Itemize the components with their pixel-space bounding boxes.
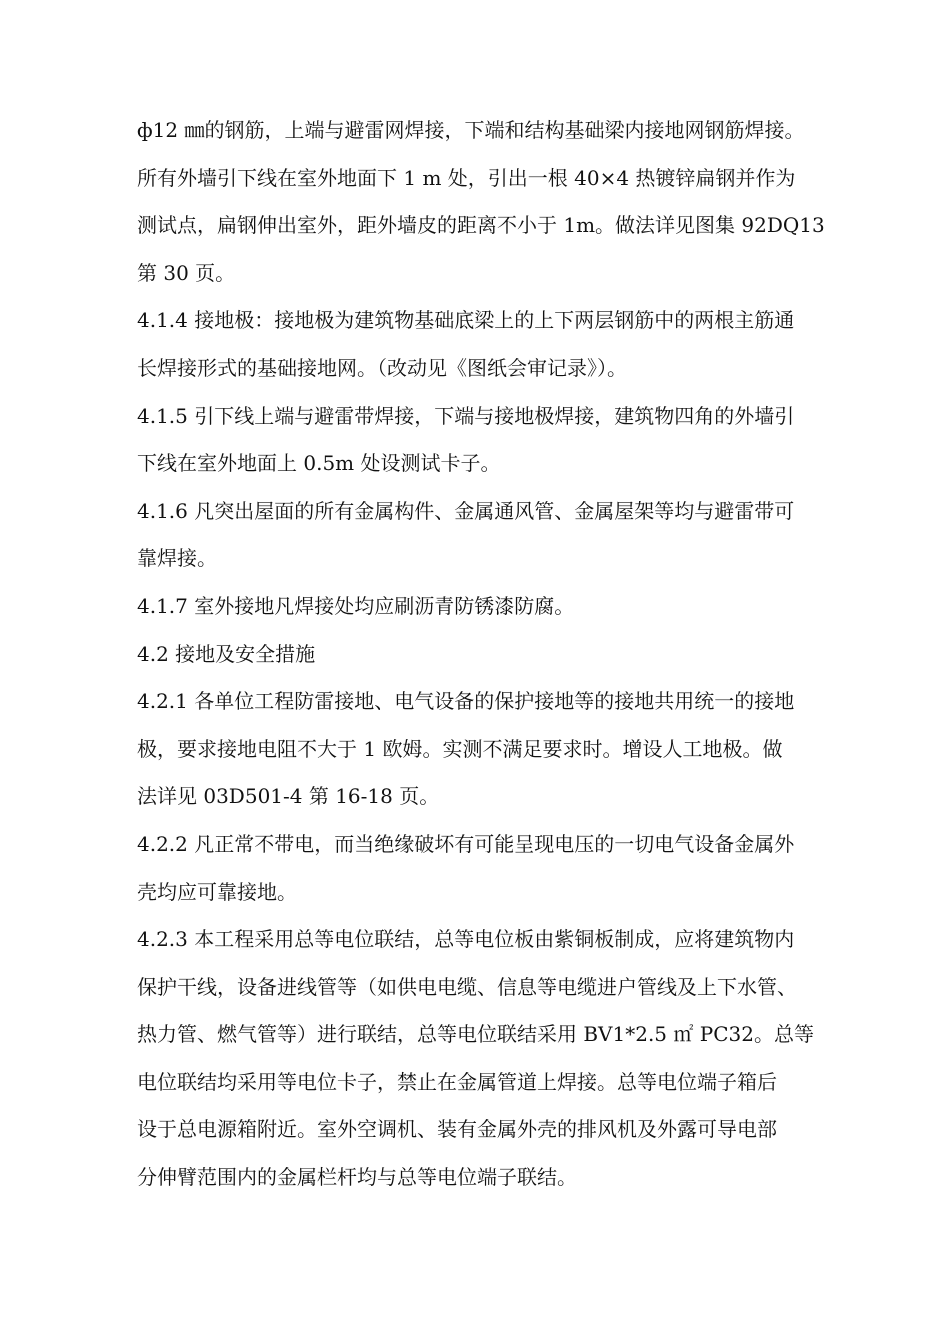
text-line: 热力管、燃气管等）进行联结，总等电位联结采用 BV1*2.5 ㎡ PC32。总等	[137, 1022, 814, 1047]
text-line: 4.2.3 本工程采用总等电位联结，总等电位板由紫铜板制成，应将建筑物内	[137, 927, 795, 952]
text-line: 4.1.5 引下线上端与避雷带焊接，下端与接地极焊接，建筑物四角的外墙引	[137, 403, 795, 428]
text-line: 下线在室外地面上 0.5m 处设测试卡子。	[137, 451, 501, 476]
text-line: 靠焊接。	[137, 546, 217, 571]
text-line: 测试点，扁钢伸出室外，距外墙皮的距离不小于 1m。做法详见图集 92DQ13	[137, 213, 825, 238]
document-body	[137, 107, 857, 1202]
text-line: 法详见 03D501-4 第 16-18 页。	[137, 784, 440, 809]
text-line: 电位联结均采用等电位卡子，禁止在金属管道上焊接。总等电位端子箱后	[137, 1069, 777, 1094]
text-line: 所有外墙引下线在室外地面下 1 m 处，引出一根 40×4 热镀锌扁钢并作为	[137, 165, 796, 190]
text-line: 4.1.7 室外接地凡焊接处均应刷沥青防锈漆防腐。	[137, 593, 575, 618]
text-line: 壳均应可靠接地。	[137, 879, 297, 904]
text-line: 长焊接形式的基础接地网。（改动见《图纸会审记录》）。	[137, 355, 627, 380]
text-line: 4.1.4 接地极：接地极为建筑物基础底梁上的上下两层钢筋中的两根主筋通	[137, 308, 795, 333]
text-line: 4.1.6 凡突出屋面的所有金属构件、金属通风管、金属屋架等均与避雷带可	[137, 498, 795, 523]
section-heading: 4.2 接地及安全措施	[137, 641, 316, 666]
text-line: 极，要求接地电阻不大于 1 欧姆。实测不满足要求时。增设人工地极。做	[137, 736, 783, 761]
text-line: 保护干线，设备进线管等（如供电电缆、信息等电缆进户管线及上下水管、	[137, 974, 797, 999]
text-line: 设于总电源箱附近。室外空调机、装有金属外壳的排风机及外露可导电部	[137, 1117, 777, 1142]
text-line: 4.2.1 各单位工程防雷接地、电气设备的保护接地等的接地共用统一的接地	[137, 689, 795, 714]
text-line: ф12 ㎜的钢筋，上端与避雷网焊接，下端和结构基础梁内接地网钢筋焊接。	[137, 118, 805, 142]
text-line: 第 30 页。	[137, 260, 236, 285]
text-line: 4.2.2 凡正常不带电，而当绝缘破坏有可能呈现电压的一切电气设备金属外	[137, 831, 795, 856]
text-line: 分伸臂范围内的金属栏杆均与总等电位端子联结。	[137, 1165, 577, 1190]
